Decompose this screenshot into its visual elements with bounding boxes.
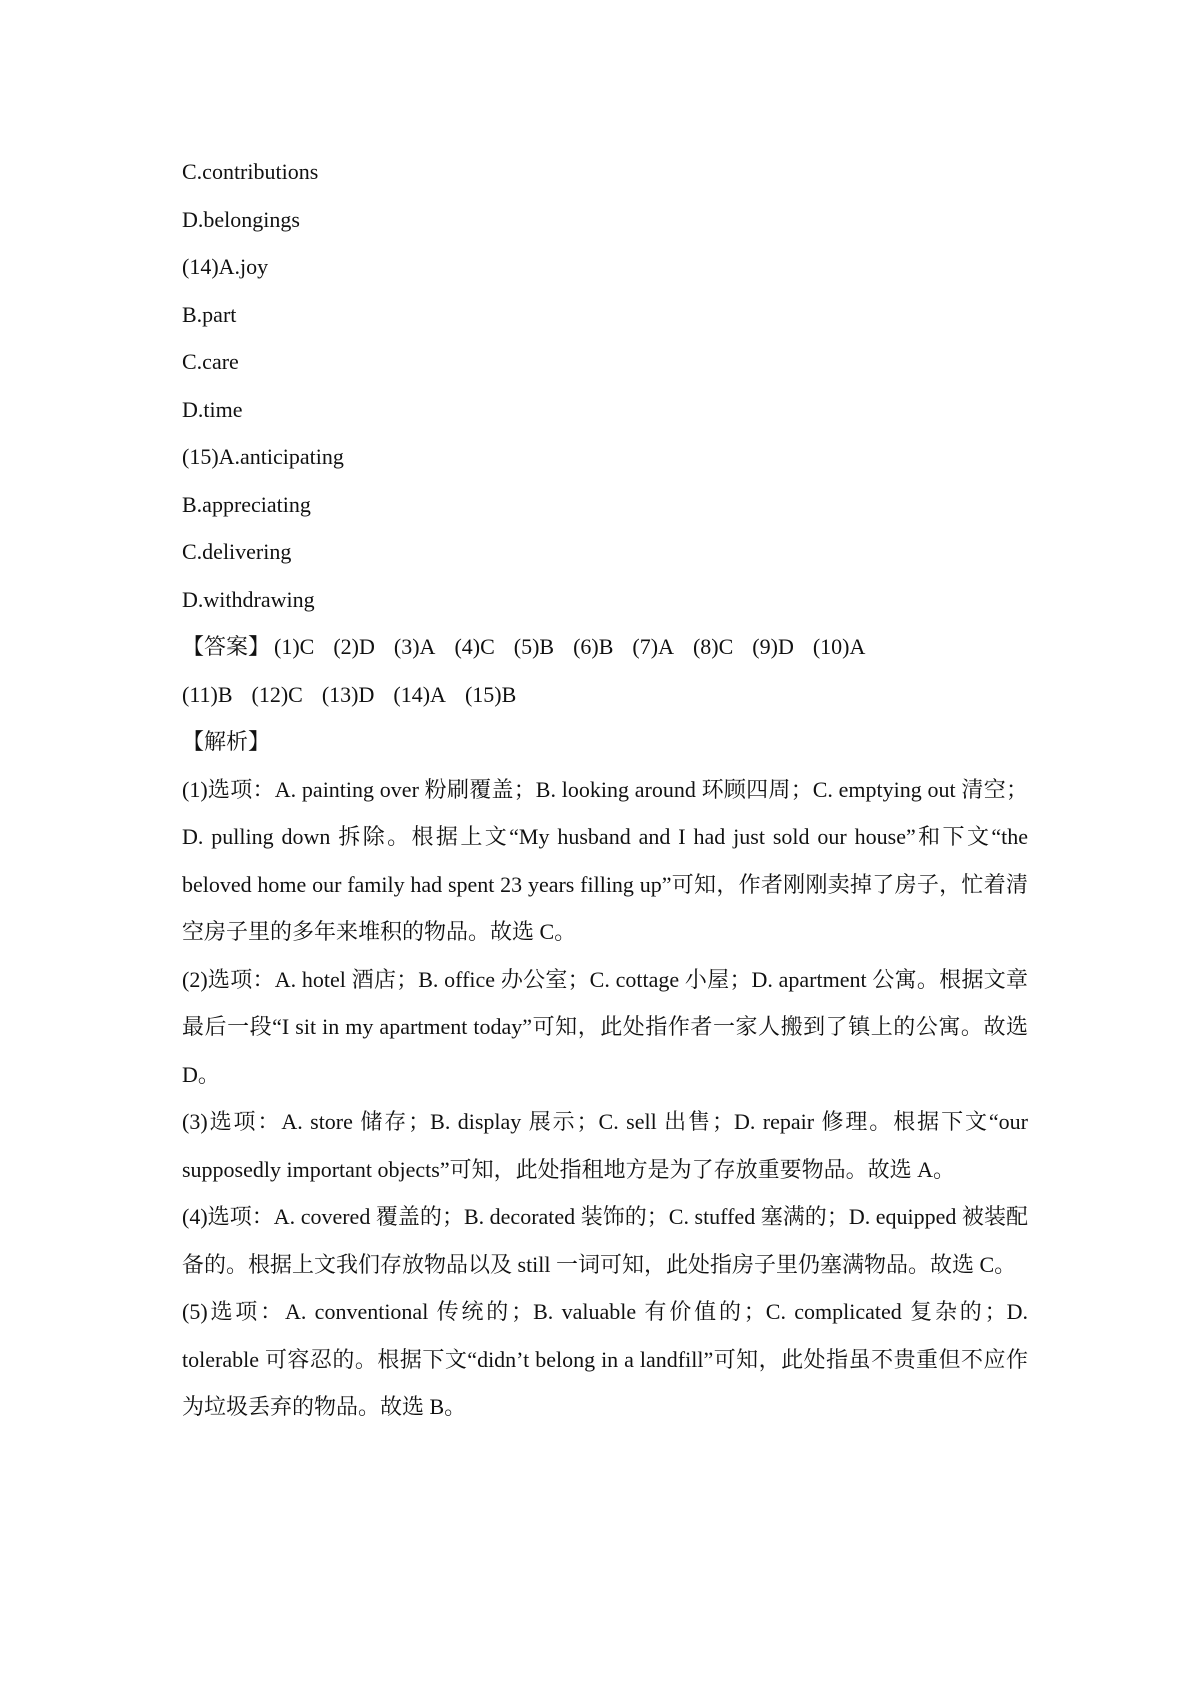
answer-row [182, 623, 1028, 671]
answer-item: (13)D [321, 681, 375, 707]
answer-item: (4)C [454, 634, 495, 659]
answer-item: (8)C [692, 634, 734, 659]
option-line: D.belongings [182, 206, 300, 232]
answer-item: (10)A [812, 634, 866, 659]
option-line: D.withdrawing [182, 586, 315, 612]
answer-row [182, 671, 1028, 719]
answer-item: (1)C [274, 634, 315, 659]
analysis-paragraph: (5)选项：A. conventional 传统的；B. valuable 有价值的；C. complicated 复杂的；D. tolerable 可容忍的。根据下文“didn’t belong in a landfill”可知，此处指虽不贵重但不应作为垃圾丢弃的物品。故选 B。 [182, 1299, 1028, 1419]
option-line: B.part [182, 301, 237, 327]
option-line: C.contributions [182, 159, 319, 184]
document-page [182, 148, 1028, 1431]
analysis-paragraph: (4)选项：A. covered 覆盖的；B. decorated 装饰的；C. stuffed 塞满的；D. equipped 被装配备的。根据上文我们存放物品以及 still 一词可知，此处指房子里仍塞满物品。故选 C。 [182, 1204, 1028, 1277]
answer-item: (2)D [333, 634, 375, 659]
answer-item: (11)B [182, 681, 233, 707]
analysis-label: 【解析】 [182, 729, 271, 754]
answer-label: 【答案】 [182, 634, 271, 659]
option-line: C.delivering [182, 539, 292, 564]
question-option-line: (14)A.joy [182, 254, 269, 279]
analysis-paragraph: (2)选项：A. hotel 酒店；B. office 办公室；C. cottage 小屋；D. apartment 公寓。根据文章最后一段“I sit in my apartment today”可知，此处指作者一家人搬到了镇上的公寓。故选 D。 [182, 966, 1028, 1087]
answer-item: (7)A [632, 634, 674, 659]
answer-item: (9)D [752, 634, 794, 659]
analysis-paragraph: (3)选项：A. store 储存；B. display 展示；C. sell 出售；D. repair 修理。根据下文“our supposedly important objects”可知，此处指租地方是为了存放重要物品。故选 A。 [182, 1109, 1028, 1182]
answer-item: (5)B [513, 634, 555, 659]
option-line: B.appreciating [182, 491, 311, 517]
answer-item: (14)A [393, 681, 446, 707]
option-line: D.time [182, 396, 243, 422]
answer-item: (12)C [251, 681, 303, 707]
question-option-line: (15)A.anticipating [182, 444, 344, 469]
answer-item: (15)B [464, 681, 517, 707]
answer-item: (6)B [573, 634, 614, 659]
answer-item: (3)A [393, 634, 436, 659]
option-line: C.care [182, 349, 239, 374]
analysis-paragraph: (1)选项：A. painting over 粉刷覆盖；B. looking around 环顾四周；C. emptying out 清空；D. pulling down 拆除。根据上文“My husband and I had just sold our house”和下文“the beloved home our family had spent 23 years filling up”可知，作者刚刚卖掉了房子，忙着清空房子里的多年来堆积的物品。故选 C。 [182, 776, 1028, 944]
